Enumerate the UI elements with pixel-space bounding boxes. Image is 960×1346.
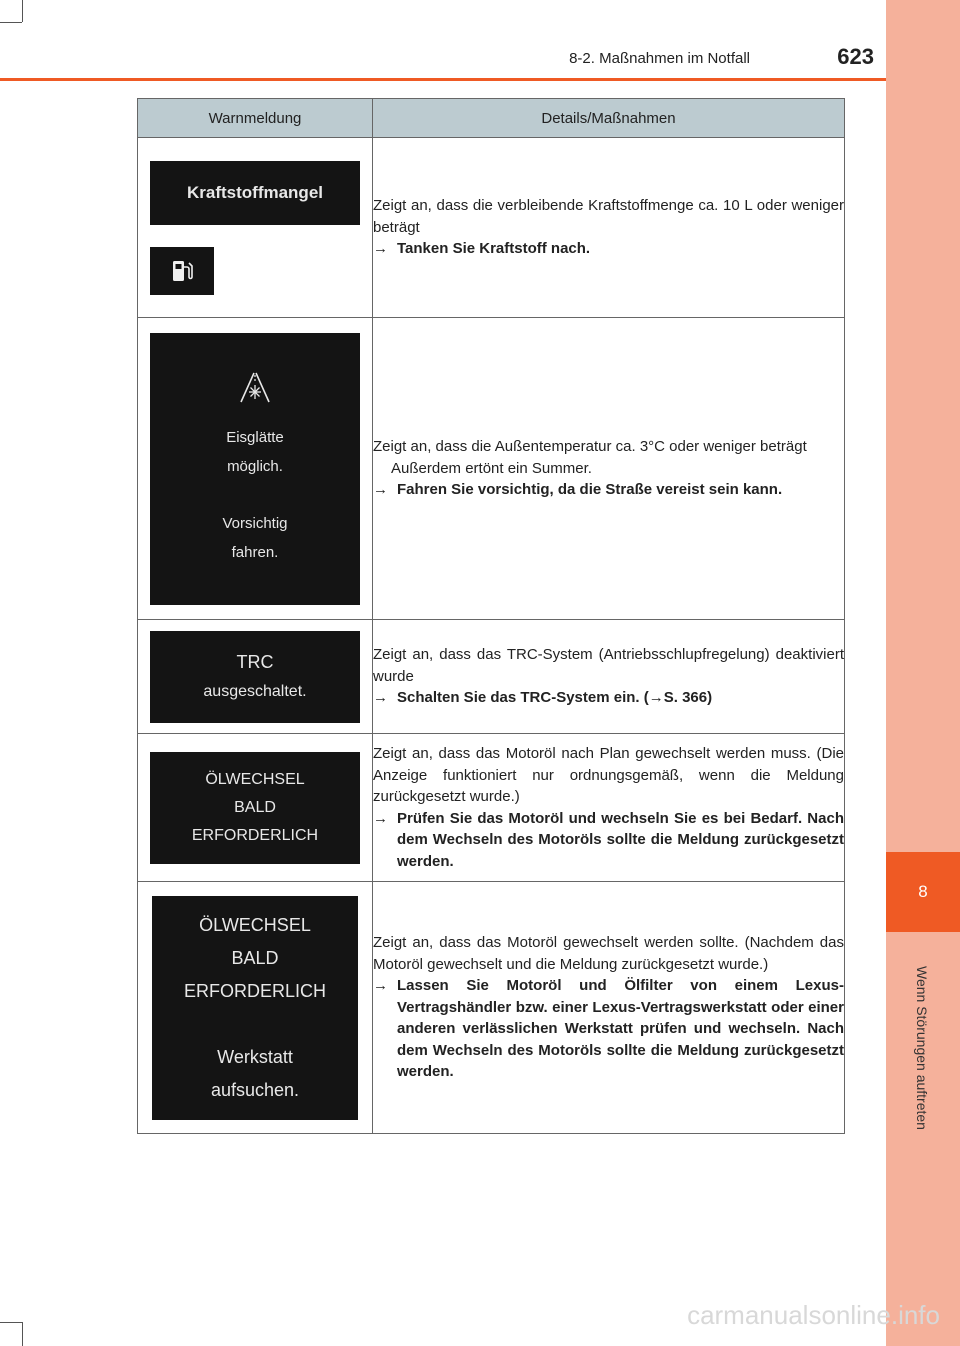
action-text: → Prüfen Sie das Motoröl und wechseln Sie es bei Bedarf. Nach dem Wechseln des Motoröls sollte die Meldung zurückgesetzt werden. [373,809,844,870]
warning-display-screen [150,752,360,864]
details-cell [373,138,845,318]
display-text: BALD [231,947,279,968]
table-row [138,138,845,318]
display-text: fahren. [231,543,279,561]
display-text: ÖLWECHSEL [199,914,311,935]
fuel-pump-icon [150,247,214,295]
display-text: Eisglätte [226,428,284,446]
description-text: Zeigt an, dass das Motoröl nach Plan gewechselt werden muss. (Die Anzeige funktioniert nur ordnungsgemäß, wenn die Meldung zurückgesetzt wurde.) [373,745,844,805]
description-text: Zeigt an, dass die Außentemperatur ca. 3°C oder weniger beträgt [373,438,807,456]
warning-display-cell [138,138,373,318]
table-row [138,734,845,882]
warning-display-cell [138,318,373,620]
display-text: Kraftstoffmangel [186,182,323,202]
display-text: ausgeschaltet. [203,682,307,700]
warning-display-screen [152,896,358,1120]
details-cell [373,882,845,1134]
header-rule [0,78,886,81]
chapter-number-tab[interactable]: 8 [886,852,960,932]
chapter-sidebar [886,0,960,1346]
warning-display-cell [138,620,373,734]
table-header-row [138,99,845,138]
warning-display-screen [150,333,360,605]
action-text: → Fahren Sie vorsichtig, da die Straße vereist sein kann. [373,481,783,499]
description-text: Zeigt an, dass das TRC-System (Antriebsschlupfregelung) deaktiviert wurde [373,646,844,685]
details-cell [373,734,845,882]
display-text: BALD [234,798,276,816]
section-title: 8-2. Maßnahmen im Notfall [569,50,750,67]
details-cell [373,620,845,734]
display-text: TRC [236,651,274,672]
action-text: → Lassen Sie Motoröl und Ölfilter von einem Lexus-Vertragshändler bzw. einer Lexus-Vertragswerkstatt oder einer anderen verlässlichen Werkstatt prüfen und wechseln. Nach dem Wechseln des Motoröls sollte die Meldung zurückgesetzt werden. [373,977,844,1081]
table-row [138,318,845,620]
warning-display-screen [150,161,360,225]
display-text: aufsuchen. [210,1079,300,1100]
display-text: möglich. [227,457,283,475]
warning-display-cell [138,882,373,1134]
page-number: 623 [837,44,874,69]
note-text: Außerdem ertönt ein Summer. [391,459,592,477]
table-row [138,882,845,1134]
warning-message-table [137,98,845,1134]
display-text: ÖLWECHSEL [205,770,305,788]
display-text: Vorsichtig [222,514,288,532]
description-text: Zeigt an, dass das Motoröl gewechselt werden sollte. (Nachdem das Motoröl gewechselt und die Meldung zurückgesetzt wurde.) [373,934,844,973]
display-text: Werkstatt [217,1046,293,1067]
column-header-warning: Warnmeldung [138,99,373,138]
watermark: carmanualsonline.info [687,1300,940,1330]
warning-display-screen [150,631,360,723]
description-text: Zeigt an, dass die verbleibende Kraftstoffmenge ca. 10 L oder weniger beträgt [373,197,844,236]
display-text: ERFORDERLICH [191,826,319,844]
column-header-details: Details/Maßnahmen [373,99,845,138]
action-text: → Schalten Sie das TRC-System ein. (→S. 366) [373,689,713,707]
action-text: → Tanken Sie Kraftstoff nach. [373,240,591,258]
warning-display-cell [138,734,373,882]
table-row [138,620,845,734]
chapter-label: Wenn Störungen auftreten [914,965,930,1130]
slippery-road-snowflake-icon [237,371,273,405]
display-text: ERFORDERLICH [183,980,326,1001]
details-cell [373,318,845,620]
